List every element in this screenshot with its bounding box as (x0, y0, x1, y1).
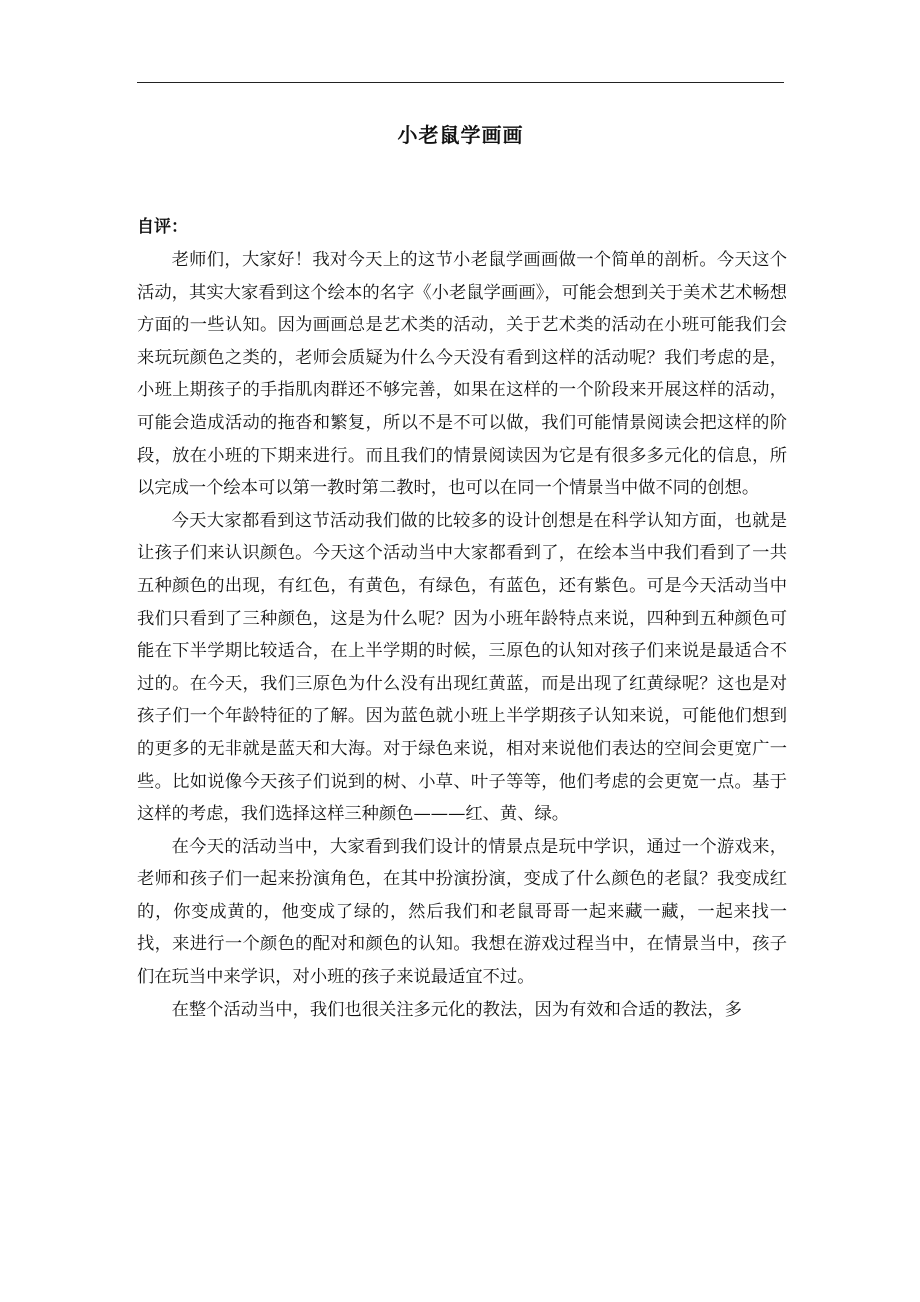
document-body (137, 244, 787, 1026)
paragraph-4: 在整个活动当中，我们也很关注多元化的教法，因为有效和合适的教法，多 (171, 999, 742, 1020)
section-label: 自评： (137, 217, 188, 237)
paragraph-1: 老师们，大家好！我对今天上的这节小老鼠学画画做一个简单的剖析。今天这个活动，其实大家看到这个绘本的名字《小老鼠学画画》，可能会想到关于美术艺术畅想方面的一些认知。因为画画总是艺术类的活动，关于艺术类的活动在小班可能我们会来玩玩颜色之类的，老师会质疑为什么今天没有看到这样的活动呢？我们考虑的是，小班上期孩子的手指肌肉群还不够完善，如果在这样的一个阶段来开展这样的活动，可能会造成活动的拖沓和繁复，所以不是不可以做，我们可能情景阅读会把这样的阶段，放在小班的下期来进行。而且我们的情景阅读因为它是有很多多元化的信息，所以完成一个绘本可以第一教时第二教时，也可以在同一个情景当中做不同的创想。 (137, 250, 787, 499)
document-title: 小老鼠学画画 (397, 123, 524, 147)
paragraph-2: 今天大家都看到这节活动我们做的比较多的设计创想是在科学认知方面，也就是让孩子们来认识颜色。今天这个活动当中大家都看到了，在绘本当中我们看到了一共五种颜色的出现，有红色，有黄色，有绿色，有蓝色，还有紫色。可是今天活动当中我们只看到了三种颜色，这是为什么呢？因为小班年龄特点来说，四种到五种颜色可能在下半学期比较适合，在上半学期的时候，三原色的认知对孩子们来说是最适合不过的。在今天，我们三原色为什么没有出现红黄蓝，而是出现了红黄绿呢？这也是对孩子们一个年龄特征的了解。因为蓝色就小班上半学期孩子认知来说，可能他们想到的更多的无非就是蓝天和大海。对于绿色来说，相对来说他们表达的空间会更宽广一些。比如说像今天孩子们说到的树、小草、叶子等等，他们考虑的会更宽一点。基于这样的考虑，我们选择这样三种颜色———红、黄、绿。 (137, 510, 787, 825)
paragraph-3: 在今天的活动当中，大家看到我们设计的情景点是玩中学识，通过一个游戏来，老师和孩子们一起来扮演角色，在其中扮演扮演，变成了什么颜色的老鼠？我变成红的，你变成黄的，他变成了绿的，然后我们和老鼠哥哥一起来藏一藏，一起来找一找，来进行一个颜色的配对和颜色的认知。我想在游戏过程当中，在情景当中，孩子们在玩当中来学识，对小班的孩子来说最适宜不过。 (137, 836, 787, 988)
header-rule (137, 82, 784, 83)
